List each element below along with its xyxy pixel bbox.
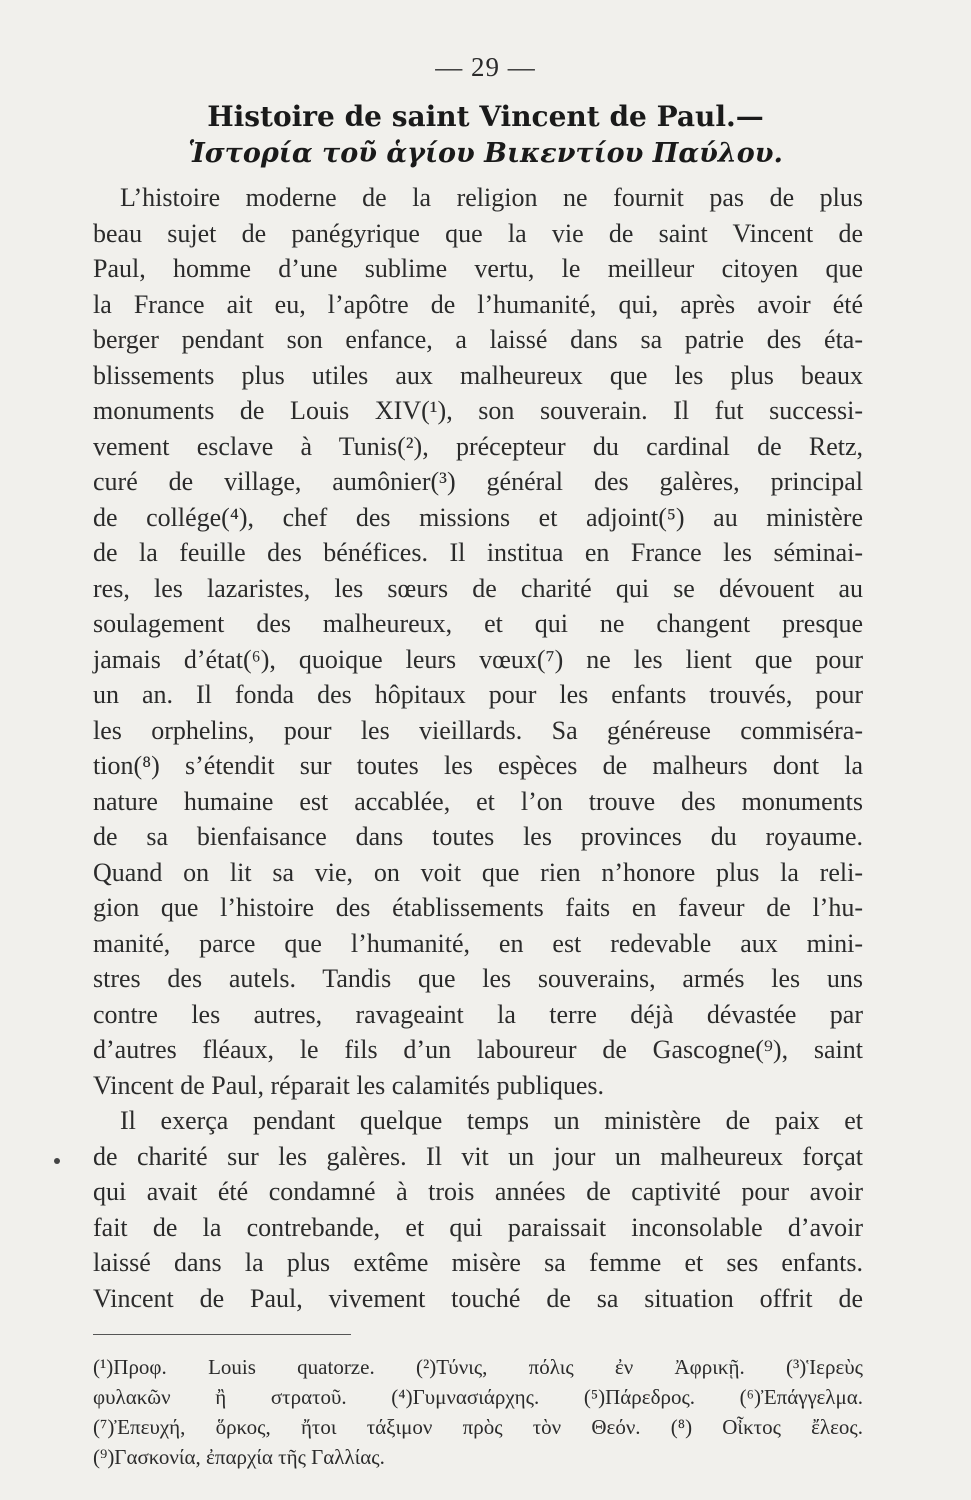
footnote-line: (⁹)Γασκονία, ἐπαρχία τῆς Γαλλίας.	[93, 1445, 385, 1469]
text-line: de sa bienfaisance dans toutes les provinces du royaume.	[93, 822, 863, 851]
footnote-line: (⁷)Ἐπευχή, ὅρκος, ἤτοι τάξιμον πρὸς τὸν Θεόν. (⁸) Οἶκτος ἔλεος.	[93, 1415, 863, 1439]
footnote-line: φυλακῶν ἢ στρατοῦ. (⁴)Γυμνασιάρχης. (⁵)Πάρεδρος. (⁶)Ἐπάγγελμα.	[93, 1385, 863, 1409]
text-line: soulagement des malheureux, et qui ne changent presque	[93, 609, 863, 638]
text-line: berger pendant son enfance, a laissé dans sa patrie des éta-	[93, 325, 863, 354]
text-line: de collége(⁴), chef des missions et adjoint(⁵) au ministère	[93, 502, 863, 532]
chapter-title-french: Histoire de saint Vincent de Paul.—	[207, 100, 764, 133]
text-line: nature humaine est accablée, et l’on trouve des monuments	[93, 786, 863, 816]
text-line: laissé dans la plus extême misère sa femme et ses enfants.	[93, 1248, 863, 1277]
text-line: fait de la contrebande, et qui paraissait inconsolable d’avoir	[93, 1212, 863, 1242]
paragraph-2	[93, 1103, 863, 1316]
text-line: un an. Il fonda des hôpitaux pour les enfants trouvés, pour	[93, 680, 863, 709]
text-line: stres des autels. Tandis que les souverains, armés les uns	[93, 964, 863, 993]
text-line: Paul, homme d’une sublime vertu, le meilleur citoyen que	[93, 254, 863, 283]
footnote-separator	[93, 1334, 351, 1335]
page-number: — 29 —	[435, 52, 536, 82]
text-line: monuments de Louis XIV(¹), son souverain. Il fut successi-	[93, 396, 863, 425]
text-line: blissements plus utiles aux malheureux que les plus beaux	[93, 360, 863, 390]
paragraph-1	[93, 180, 863, 1103]
text-line: L’histoire moderne de la religion ne fournit pas de plus	[120, 183, 863, 212]
text-line: d’autres fléaux, le fils d’un laboureur de Gascogne(⁹), saint	[93, 1035, 863, 1064]
text-line: contre les autres, ravageaint la terre déjà dévastée par	[93, 999, 863, 1029]
chapter-title-greek: Ἱστορία τοῦ ἁγίου Βικεντίου Παύλου.	[188, 138, 783, 169]
footnotes	[93, 1352, 863, 1472]
text-line: tion(⁸) s’étendit sur toutes les espèces de malheurs dont la	[93, 751, 863, 780]
text-line: manité, parce que l’humanité, en est redevable aux mini-	[93, 928, 863, 958]
text-line: qui avait été condamné à trois années de captivité pour avoir	[93, 1177, 863, 1206]
text-line: les orphelins, pour les vieillards. Sa généreuse commiséra-	[93, 715, 863, 745]
margin-dot-mark	[54, 1158, 60, 1164]
text-line: la France ait eu, l’apôtre de l’humanité, qui, après avoir été	[93, 289, 863, 319]
text-line: vement esclave à Tunis(²), précepteur du cardinal de Retz,	[93, 431, 863, 461]
text-line: de charité sur les galères. Il vit un jour un malheureux forçat	[93, 1141, 863, 1171]
text-line: Vincent de Paul, vivement touché de sa situation offrit de	[93, 1283, 863, 1313]
text-line: Il exerça pendant quelque temps un ministère de paix et	[120, 1106, 863, 1135]
text-line: Vincent de Paul, réparait les calamités publiques.	[93, 1070, 605, 1100]
text-line: beau sujet de panégyrique que la vie de saint Vincent de	[93, 218, 863, 248]
text-line: res, les lazaristes, les sœurs de charité qui se dévouent au	[93, 573, 863, 603]
footnote-line: (¹)Προφ. Louis quatorze. (²)Τύνις, πόλις ἐν Ἀφρικῇ. (³)Ἱερεὺς	[93, 1355, 863, 1379]
text-line: de la feuille des bénéfices. Il institua en France les séminai-	[93, 538, 863, 567]
text-line: gion que l’histoire des établissements faits en faveur de l’hu-	[93, 893, 863, 922]
text-line: Quand on lit sa vie, on voit que rien n’honore plus la reli-	[93, 857, 863, 887]
text-line: curé de village, aumônier(³) général des galères, principal	[93, 467, 863, 496]
body-text	[93, 180, 863, 1316]
text-line: jamais d’état(⁶), quoique leurs vœux(⁷) ne les lient que pour	[93, 644, 863, 674]
